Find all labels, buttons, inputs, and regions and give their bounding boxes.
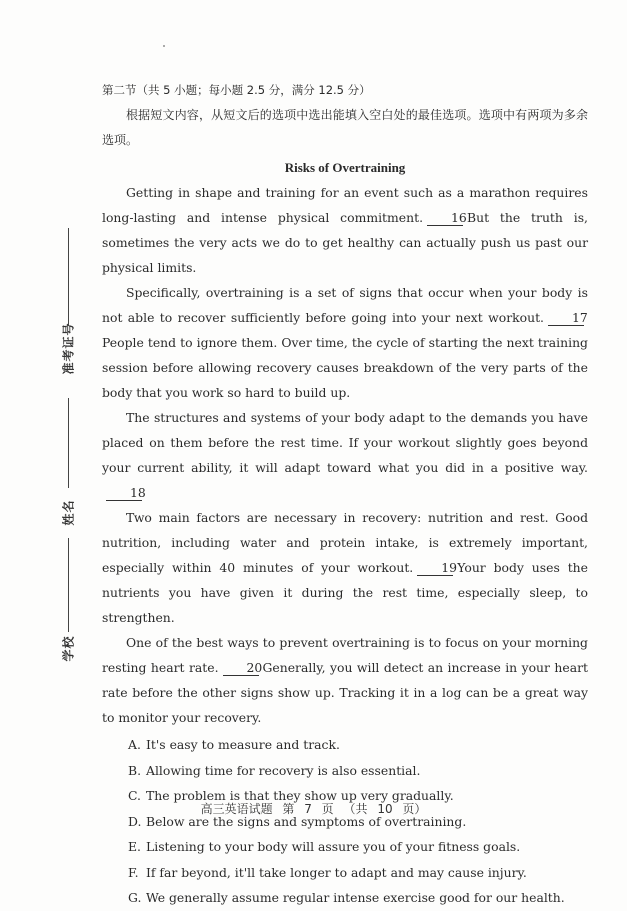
page-footer [0,800,627,817]
paragraph-5: One of the best ways to prevent overtraining is to focus on your morning resting heart rate. 20Generally, you will detect an increase in your heart rate before the other signs show up. Tracking it in a log can be a great way to monitor your recovery. [102,635,588,725]
blank-20: 20 [223,661,259,676]
footer-subject: 高三英语试题 [200,802,273,816]
exam-content [102,78,588,911]
option-a: A. It's easy to measure and track. [128,737,340,752]
instructions: 根据短文内容，从短文后的选项中选出能填入空白处的最佳选项。选项中有两项为多余选项。 [102,108,588,147]
margin-line-exam-number [68,228,69,326]
blank-17: 17 [548,311,584,326]
paragraph-2: Specifically, overtraining is a set of signs that occur when your body is not able to recover sufficiently before going into your next workout. 17People tend to ignore them. Over time, the cycle of starting the next training session before allowing recovery causes breakdown of the very parts of the body that you work so hard to build up. [102,285,588,400]
paragraph-3: The structures and systems of your body adapt to the demands you have placed on them before the rest time. If your workout slightly goes beyond your current ability, it will adapt toward what you did in a positive way.18 [102,410,588,500]
margin-label-school: 学校 [61,634,76,662]
margin-label-name: 姓名 [61,498,76,526]
footer-total: （共 10 页） [343,802,427,816]
section-header: 第二节（共 5 小题；每小题 2.5 分，满分 12.5 分） [102,83,371,97]
footer-page: 第 7 页 [282,802,334,816]
margin-label-exam-number: 准考证号 [61,321,76,375]
blank-19: 19 [417,561,453,576]
paragraph-1: Getting in shape and training for an event such as a marathon requires long-lasting and intense physical commitment. 16But the truth is, sometimes the very acts we do to get healthy can actually push us past our physical limits. [102,185,588,275]
option-e: E. Listening to your body will assure you of your fitness goals. [128,839,521,854]
margin-line-name [68,398,69,488]
scan-speck [163,45,165,47]
blank-18: 18 [106,486,142,501]
paragraph-4: Two main factors are necessary in recovery: nutrition and rest. Good nutrition, including water and protein intake, is extremely important, especially within 40 minutes of your workout. 19Your body uses the nutrients you have given it during the rest time, especially sleep, to strengthen. [102,510,588,625]
passage-title: Risks of Overtraining [284,160,406,175]
option-f: F. If far beyond, it'll take longer to adapt and may cause injury. [128,864,527,880]
option-c: C. The problem is that they show up very gradually. [128,788,454,803]
blank-16: 16 [427,211,463,226]
option-g: G. We generally assume regular intense exercise good for our health. [128,890,565,905]
option-b: B. Allowing time for recovery is also essential. [128,762,421,778]
options-list [102,732,588,911]
option-d: D. Below are the signs and symptoms of overtraining. [128,813,467,829]
